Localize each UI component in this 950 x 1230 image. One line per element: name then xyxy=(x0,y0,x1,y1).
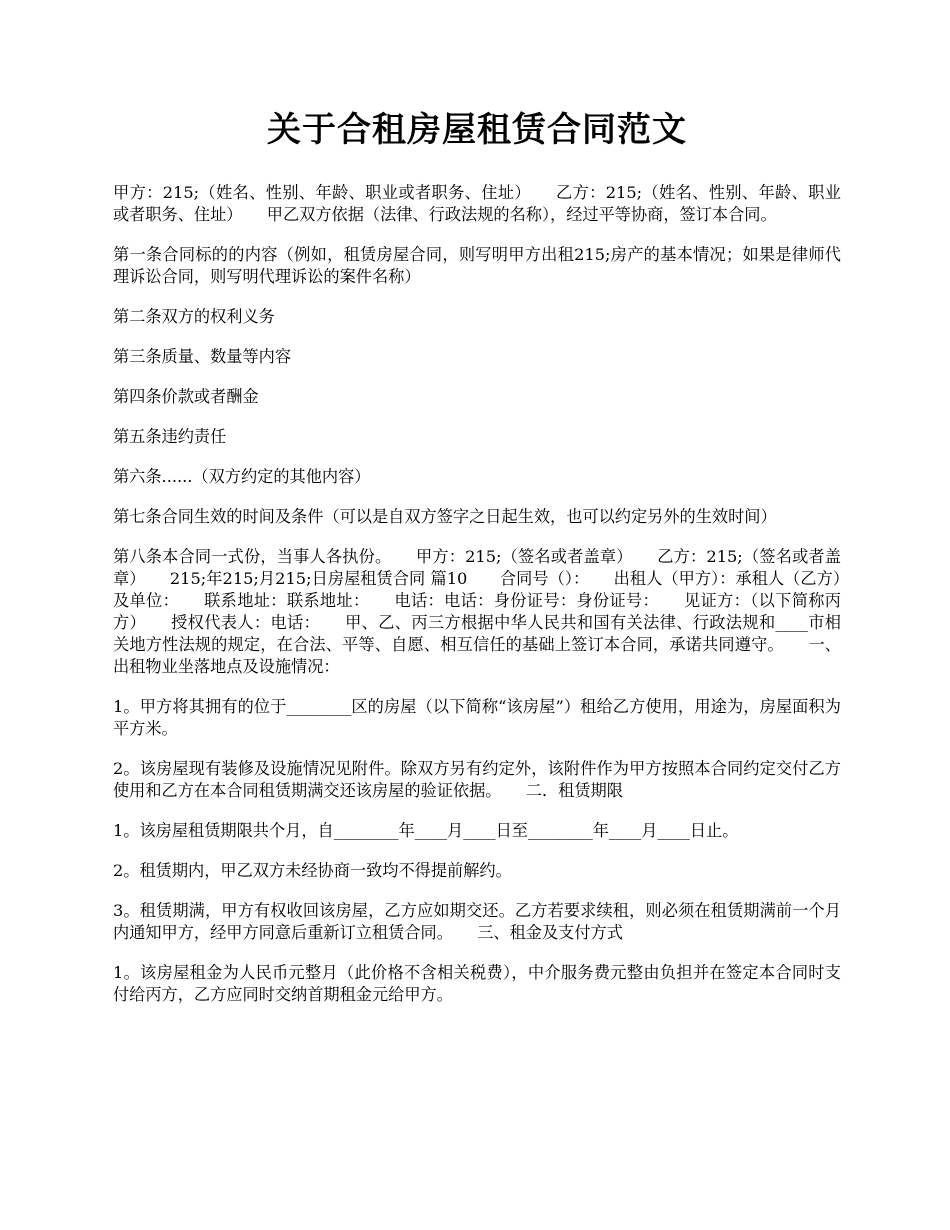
paragraph-article-5: 第五条违约责任 xyxy=(113,427,227,447)
paragraph-article-8: 第八条本合同一式份，当事人各执份。 甲方：215;（签名或者盖章） 乙方：215;（签名或者盖章） 215;年215;月215;日房屋租赁合同 篇10 合同号（）： 出租人（甲方）：承租人（乙方）及单位： 联系地址：联系地址： 电话：电话：身份证号：身份证号： 见证方：（以下简称丙方） 授权代表人：电话： 甲、乙、丙三方根据中华人民共和国有关法律、行政法规和____市相关地方性法规的规定，在合法、平等、自愿、相互信任的基础上签订本合同，承诺共同遵守。 一、出租物业坐落地点及设施情况： xyxy=(113,547,841,677)
document-page xyxy=(113,108,841,1024)
paragraph-clause-2-3: 3。租赁期满，甲方有权收回该房屋，乙方应如期交还。乙方若要求续租，则必须在租赁期满前一个月内通知甲方，经甲方同意后重新订立租赁合同。 三、租金及支付方式 xyxy=(113,901,841,943)
paragraph-article-3: 第三条质量、数量等内容 xyxy=(113,347,292,367)
paragraph-article-2: 第二条双方的权利义务 xyxy=(113,307,275,327)
paragraph-article-6: 第六条......（双方约定的其他内容） xyxy=(113,467,371,487)
paragraph-clause-2-1: 1。该房屋租赁期限共个月，自________年____月____日至________年____月____日止。 xyxy=(113,821,739,841)
paragraph-clause-1-2: 2。该房屋现有装修及设施情况见附件。除双方另有约定外，该附件作为甲方按照本合同约定交付乙方使用和乙方在本合同租赁期满交还该房屋的验证依据。 二．租赁期限 xyxy=(113,759,841,801)
paragraph-article-7: 第七条合同生效的时间及条件（可以是自双方签字之日起生效，也可以约定另外的生效时间） xyxy=(113,507,777,527)
document-title: 关于合租房屋租赁合同范文 xyxy=(267,110,687,150)
paragraph-article-4: 第四条价款或者酬金 xyxy=(113,387,259,407)
paragraph-clause-2-2: 2。租赁期内，甲乙双方未经协商一致均不得提前解约。 xyxy=(113,861,512,881)
paragraph-clause-1-1: 1。甲方将其拥有的位于________区的房屋（以下简称“该房屋”）租给乙方使用，用途为，房屋面积为平方米。 xyxy=(113,697,841,739)
paragraph-article-1: 第一条合同标的的内容（例如，租赁房屋合同，则写明甲方出租215;房产的基本情况；如果是律师代理诉讼合同，则写明代理诉讼的案件名称） xyxy=(113,245,841,287)
paragraph-clause-3-1: 1。该房屋租金为人民币元整月（此价格不含相关税费），中介服务费元整由负担并在签定本合同时支付给丙方，乙方应同时交纳首期租金元给甲方。 xyxy=(113,963,841,1005)
paragraph-parties: 甲方：215;（姓名、性别、年龄、职业或者职务、住址） 乙方：215;（姓名、性别、年龄、职业或者职务、住址） 甲乙双方依据（法律、行政法规的名称），经过平等协商，签订本合同。 xyxy=(113,183,841,225)
